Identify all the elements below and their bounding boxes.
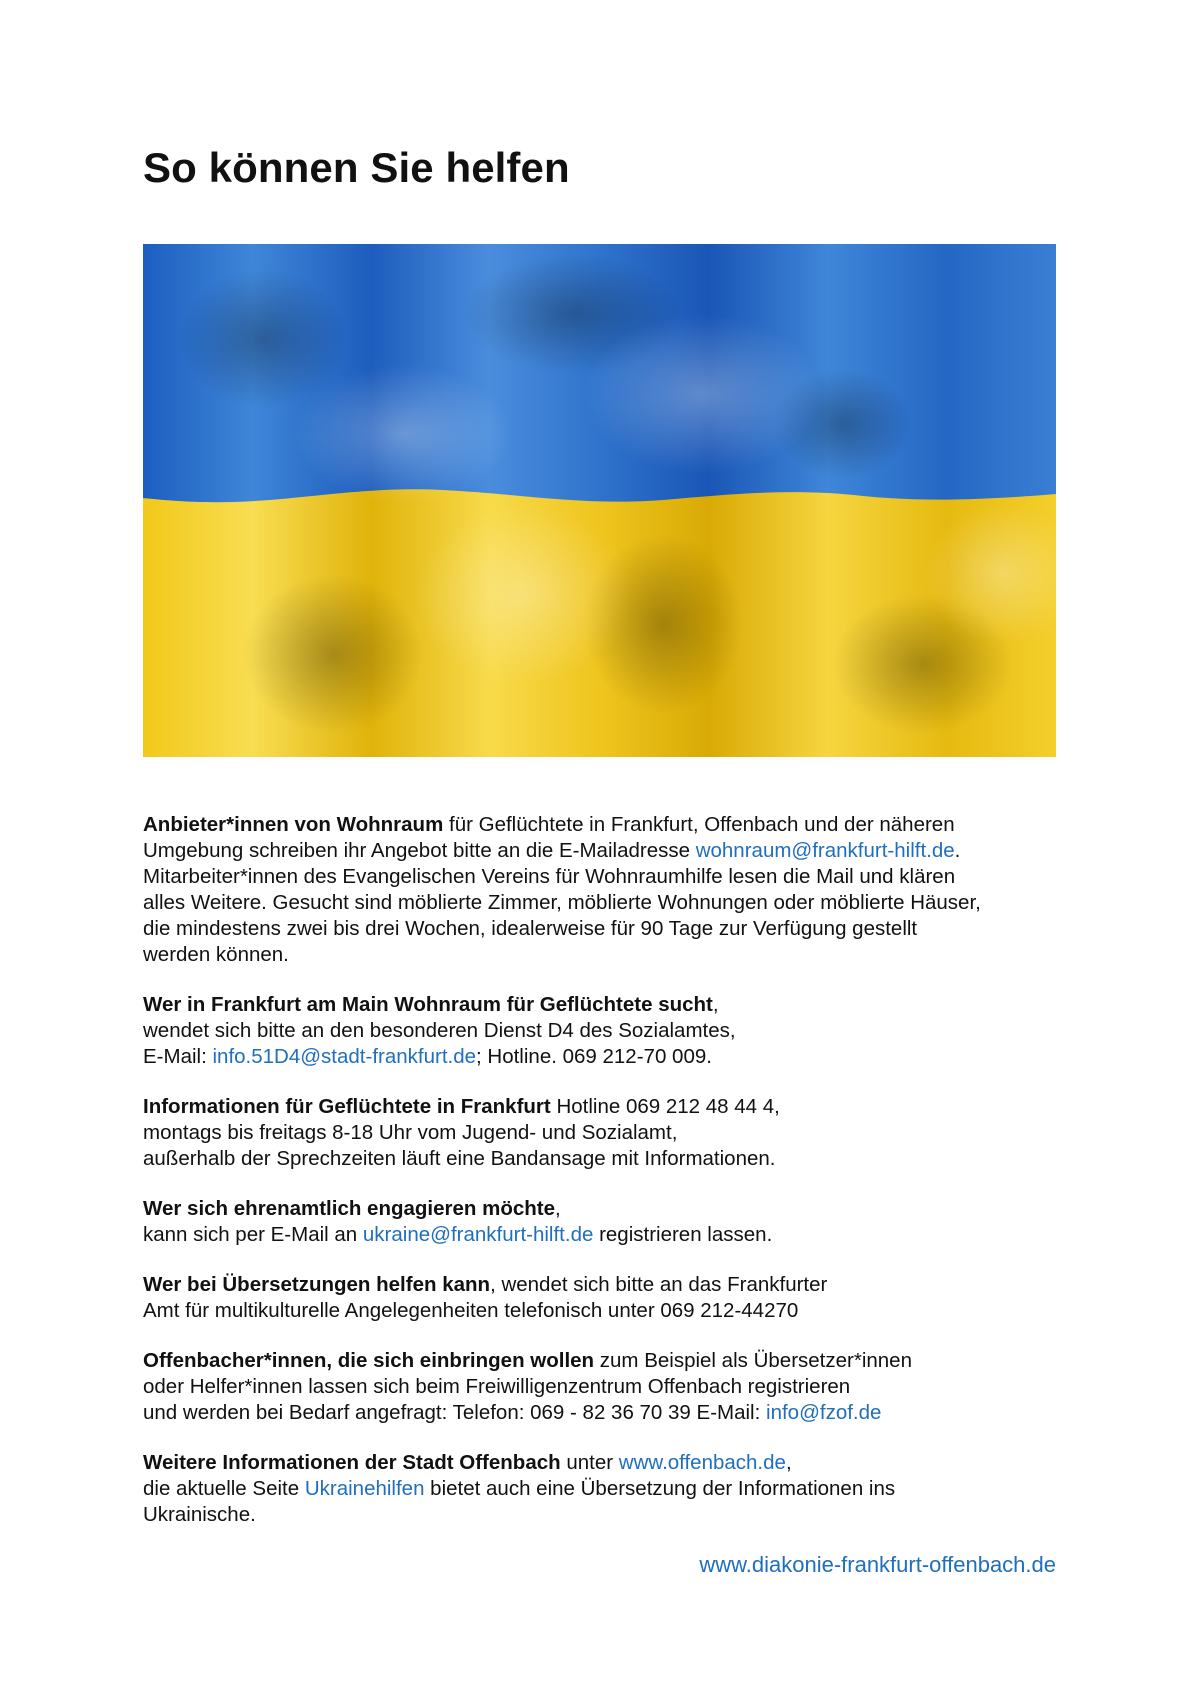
page-title: So können Sie helfen [143, 144, 570, 191]
ukraine-email-link[interactable]: ukraine@frankfurt-hilft.de [362, 1223, 594, 1246]
housing-offer-heading: Anbieter*innen von Wohnraum [143, 813, 444, 836]
section-refugee-info: Informationen für Geflüchtete in Frankfurt Hotline 069 212 48 44 4, montags bis freitags 8-18 Uhr vom Jugend- und Sozialamt, außerhalb der Sprechzeiten läuft eine Bandansage mit Informationen. [143, 1095, 780, 1170]
ukraine-flag-image [143, 244, 1056, 757]
section-housing-offer: Anbieter*innen von Wohnraum für Geflüchtete in Frankfurt, Offenbach und der näheren Umgebung schreiben ihr Angebot bitte an die E-Mailadresse wohnraum@frankfurt-hilft.de. Mitarbeiter*innen des Evangelischen Vereins für Wohnraumhilfe lesen die Mail und klären alles Weitere. Gesucht sind möblierte Zimmer, möblierte Wohnungen oder möblierte Häuser, die mindestens zwei bis drei Wochen, idealerweise für 90 Tage zur Verfügung gestellt werden können. [143, 813, 981, 966]
section-volunteer: Wer sich ehrenamtlich engagieren möchte, kann sich per E-Mail an ukraine@frankfurt-hilft.de registrieren lassen. [143, 1197, 773, 1246]
section-offenbach-info: Weitere Informationen der Stadt Offenbach unter www.offenbach.de, die aktuelle Seite Ukrainehilfen bietet auch eine Übersetzung der Informationen ins Ukrainische. [143, 1451, 896, 1526]
section-offenbach-help: Offenbacher*innen, die sich einbringen wollen zum Beispiel als Übersetzer*innen oder Helfer*innen lassen sich beim Freiwilligenzentrum Offenbach registrieren und werden bei Bedarf angefragt: Telefon: 069 - 82 36 70 39 E-Mail: info@fzof.de [143, 1349, 912, 1424]
refugee-info-heading: Informationen für Geflüchtete in Frankfurt [143, 1095, 551, 1118]
wohnraum-email-link[interactable]: wohnraum@frankfurt-hilft.de [695, 839, 955, 862]
translation-heading: Wer bei Übersetzungen helfen kann [143, 1273, 491, 1296]
section-translation: Wer bei Übersetzungen helfen kann, wendet sich bitte an das Frankfurter Amt für multikulturelle Angelegenheiten telefonisch unter 069 212-44270 [143, 1273, 828, 1322]
sozialamt-email-link[interactable]: info.51D4@stadt-frankfurt.de [212, 1045, 477, 1068]
section-housing-search: Wer in Frankfurt am Main Wohnraum für Geflüchtete sucht, wendet sich bitte an den besonderen Dienst D4 des Sozialamtes, E-Mail: info.51D4@stadt-frankfurt.de; Hotline. 069 212-70 009. [143, 993, 736, 1068]
info-content [143, 812, 1063, 1552]
housing-search-heading: Wer in Frankfurt am Main Wohnraum für Geflüchtete sucht [143, 993, 713, 1016]
volunteer-heading: Wer sich ehrenamtlich engagieren möchte [143, 1197, 556, 1220]
fzof-email-link[interactable]: info@fzof.de [766, 1401, 882, 1424]
ukrainehilfen-link[interactable]: Ukrainehilfen [304, 1477, 425, 1500]
offenbach-website-link[interactable]: www.offenbach.de [618, 1451, 786, 1474]
offenbach-info-heading: Weitere Informationen der Stadt Offenbach [143, 1451, 561, 1474]
diakonie-website-link[interactable]: www.diakonie-frankfurt-offenbach.de [699, 1552, 1056, 1577]
offenbach-help-heading: Offenbacher*innen, die sich einbringen wollen [143, 1349, 595, 1372]
ukraine-flag-icon [143, 244, 1056, 757]
